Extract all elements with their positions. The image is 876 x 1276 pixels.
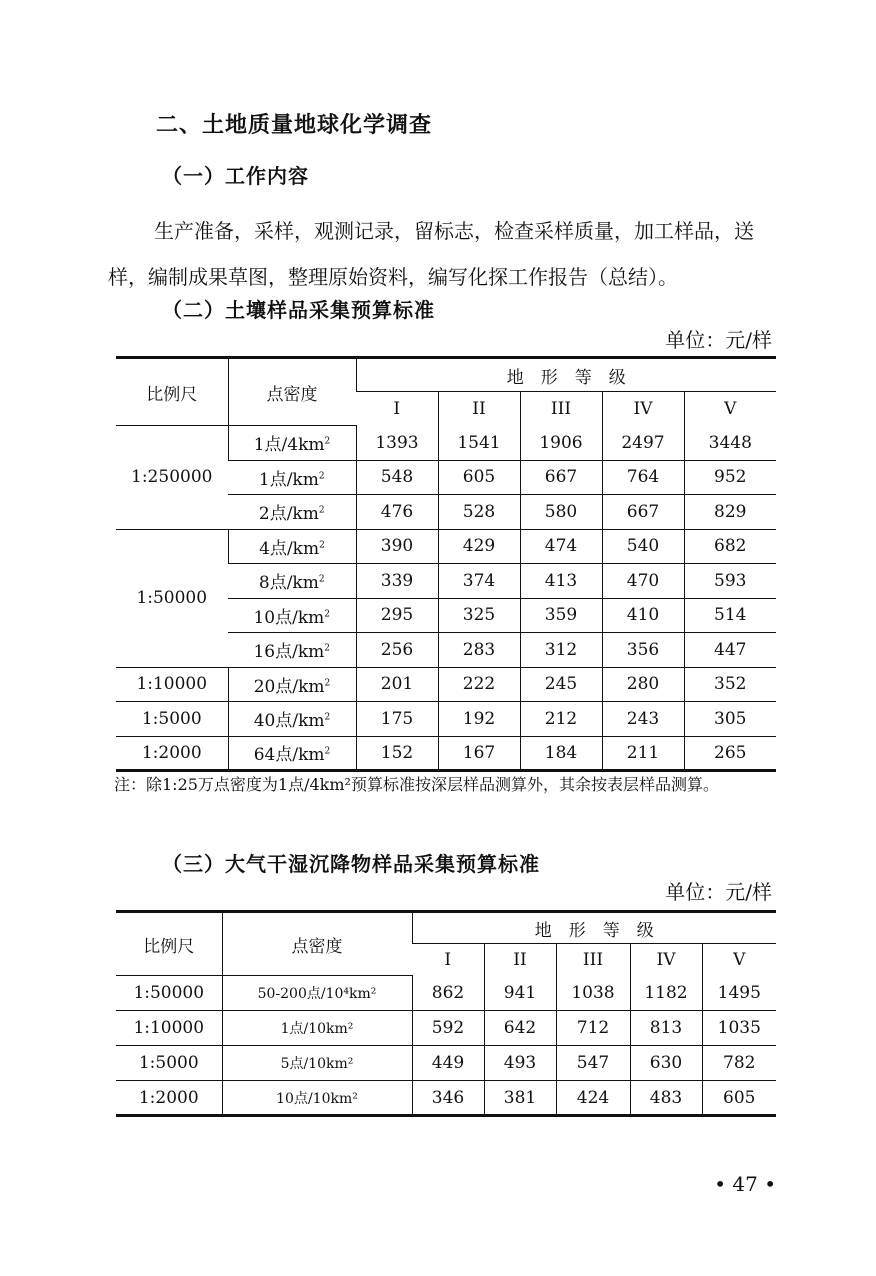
scale-cell: 1:2000 [138, 1087, 199, 1108]
header-density: 点密度 [222, 912, 412, 976]
header-grade: IV [630, 944, 702, 976]
header-grade: II [438, 392, 520, 426]
density-cell [228, 702, 356, 737]
value-cell: 493 [484, 1046, 556, 1081]
density-text: 8点/km [258, 573, 319, 594]
density-cell: 10点/10km² [222, 1081, 412, 1116]
density-cell [228, 495, 356, 530]
scale-cell: 1:10000 [116, 667, 228, 702]
table-row [116, 667, 776, 702]
value-cell: 410 [602, 598, 684, 633]
scale-cell: 1:5000 [116, 1046, 222, 1081]
value-cell: 829 [684, 495, 776, 530]
scale-cell: 1:250000 [116, 426, 228, 530]
header-terrain-grade: 地 形 等 级 [412, 912, 776, 944]
density-text: 1点/km [258, 469, 319, 490]
value-cell: 192 [438, 702, 520, 737]
value-cell: 605 [438, 460, 520, 495]
density-cell: 1点/10km² [222, 1011, 412, 1046]
value-cell: 325 [438, 598, 520, 633]
density-cell [228, 426, 356, 461]
density-text: 4点/km [259, 538, 320, 559]
density-superscript: 2 [318, 574, 325, 585]
table-row [116, 1046, 776, 1081]
value-cell: 265 [684, 736, 776, 771]
value-cell: 630 [630, 1046, 702, 1081]
value-cell: 476 [356, 495, 438, 530]
density-text: 10点/km [253, 607, 325, 628]
scale-cell: 1:10000 [116, 1011, 222, 1046]
value-cell: 222 [438, 667, 520, 702]
value-cell: 1035 [702, 1011, 776, 1046]
page-number: • 47 • [714, 1172, 776, 1196]
value-cell: 339 [356, 564, 438, 599]
value-cell: 592 [412, 1011, 484, 1046]
section-title: 二、土地质量地球化学调查 [156, 113, 433, 138]
value-cell: 167 [438, 736, 520, 771]
value-cell: 1182 [630, 976, 702, 1011]
density-text: 2点/km [258, 504, 319, 525]
value-cell: 312 [520, 633, 602, 668]
scale-cell: 1:2000 [141, 742, 202, 763]
value-cell: 295 [356, 598, 438, 633]
value-cell: 424 [556, 1081, 630, 1116]
value-cell: 243 [602, 702, 684, 737]
value-cell: 1495 [702, 976, 776, 1011]
atmospheric-sampling-table [116, 910, 776, 1117]
density-text: 64点/km [253, 745, 325, 766]
header-scale: 比例尺 [116, 358, 228, 426]
value-cell: 547 [556, 1046, 630, 1081]
value-cell: 605 [702, 1081, 776, 1116]
value-cell: 352 [684, 667, 776, 702]
subsection-work-content: （一）工作内容 [162, 164, 309, 188]
density-text: 1点/4km [253, 435, 325, 456]
value-cell: 1393 [356, 426, 438, 461]
density-superscript: 2 [318, 505, 325, 516]
value-cell: 514 [684, 598, 776, 633]
scale-cell: 1:50000 [116, 529, 228, 667]
value-cell: 667 [520, 460, 602, 495]
header-grade: IV [602, 392, 684, 426]
table-row [116, 1011, 776, 1046]
table-row [116, 736, 776, 771]
density-cell [228, 633, 356, 668]
table-row [116, 1081, 776, 1116]
value-cell: 862 [412, 976, 484, 1011]
value-cell: 245 [520, 667, 602, 702]
value-cell: 184 [520, 736, 602, 771]
table-note: 注：除1:25万点密度为1点/4km²预算标准按深层样品测算外，其余按表层样品测算。 [114, 775, 719, 794]
subsection-soil-sampling: （二）土壤样品采集预算标准 [162, 298, 435, 322]
value-cell: 764 [602, 460, 684, 495]
density-superscript: 2 [324, 609, 330, 620]
value-cell: 1906 [520, 426, 602, 461]
header-grade: V [684, 392, 776, 426]
value-cell: 201 [356, 667, 438, 702]
value-cell: 682 [684, 529, 776, 564]
value-cell: 540 [602, 529, 684, 564]
header-grade: II [484, 944, 556, 976]
value-cell: 483 [630, 1081, 702, 1116]
table-row [116, 426, 776, 461]
density-superscript: 2 [324, 712, 331, 723]
density-cell [228, 529, 356, 564]
density-cell [228, 564, 356, 599]
header-density: 点密度 [228, 358, 356, 426]
table-row [116, 976, 776, 1011]
value-cell: 474 [520, 529, 602, 564]
density-cell [228, 667, 356, 702]
density-cell: 5点/10km² [222, 1046, 412, 1081]
density-cell [228, 460, 356, 495]
value-cell: 356 [602, 633, 684, 668]
density-superscript: 2 [319, 540, 325, 551]
subsection-atmospheric-sampling: （三）大气干湿沉降物样品采集预算标准 [162, 852, 540, 876]
table-row [116, 529, 776, 564]
value-cell: 429 [438, 529, 520, 564]
density-superscript: 2 [324, 746, 331, 757]
work-content-paragraph: 生产准备，采样，观测记录，留标志，检查采样质量，加工样品，送样，编制成果草图，整理原始资料，编写化探工作报告（总结）。 [108, 219, 754, 289]
value-cell: 528 [438, 495, 520, 530]
density-text: 40点/km [253, 711, 325, 732]
value-cell: 211 [602, 736, 684, 771]
value-cell: 212 [520, 702, 602, 737]
value-cell: 667 [602, 495, 684, 530]
header-scale: 比例尺 [116, 912, 222, 976]
value-cell: 374 [438, 564, 520, 599]
density-superscript: 2 [324, 643, 330, 654]
value-cell: 359 [520, 598, 602, 633]
density-superscript: 2 [324, 436, 331, 447]
density-cell: 50-200点/10⁴km² [222, 976, 412, 1011]
unit-label-2: 单位：元/样 [665, 880, 772, 904]
density-text: 20点/km [253, 676, 325, 697]
value-cell: 447 [684, 633, 776, 668]
header-grade: III [520, 392, 602, 426]
value-cell: 346 [412, 1081, 484, 1116]
header-terrain-grade: 地 形 等 级 [356, 358, 776, 392]
value-cell: 305 [684, 702, 776, 737]
value-cell: 152 [356, 736, 438, 771]
header-grade: I [393, 398, 401, 419]
value-cell: 175 [356, 702, 438, 737]
table-row [116, 702, 776, 737]
density-cell [228, 598, 356, 633]
value-cell: 548 [356, 460, 438, 495]
value-cell: 280 [602, 667, 684, 702]
density-cell [228, 736, 356, 771]
value-cell: 642 [484, 1011, 556, 1046]
value-cell: 283 [438, 633, 520, 668]
value-cell: 712 [556, 1011, 630, 1046]
value-cell: 470 [602, 564, 684, 599]
value-cell: 381 [484, 1081, 556, 1116]
unit-label-1: 单位：元/样 [665, 328, 772, 352]
header-grade: III [556, 944, 630, 976]
density-text: 16点/km [253, 642, 325, 663]
value-cell: 952 [684, 460, 776, 495]
value-cell: 413 [520, 564, 602, 599]
value-cell: 782 [702, 1046, 776, 1081]
scale-cell: 1:5000 [116, 702, 228, 737]
value-cell: 3448 [684, 426, 776, 461]
value-cell: 941 [484, 976, 556, 1011]
header-grade: V [702, 944, 776, 976]
value-cell: 2497 [602, 426, 684, 461]
value-cell: 580 [520, 495, 602, 530]
value-cell: 813 [630, 1011, 702, 1046]
value-cell: 1038 [556, 976, 630, 1011]
header-grade: I [444, 949, 452, 970]
value-cell: 390 [356, 529, 438, 564]
scale-cell: 1:50000 [116, 976, 222, 1011]
density-superscript: 2 [324, 678, 331, 689]
value-cell: 449 [412, 1046, 484, 1081]
density-superscript: 2 [318, 471, 325, 482]
value-cell: 593 [684, 564, 776, 599]
value-cell: 256 [356, 633, 438, 668]
soil-sampling-table [116, 356, 776, 772]
value-cell: 1541 [438, 426, 520, 461]
